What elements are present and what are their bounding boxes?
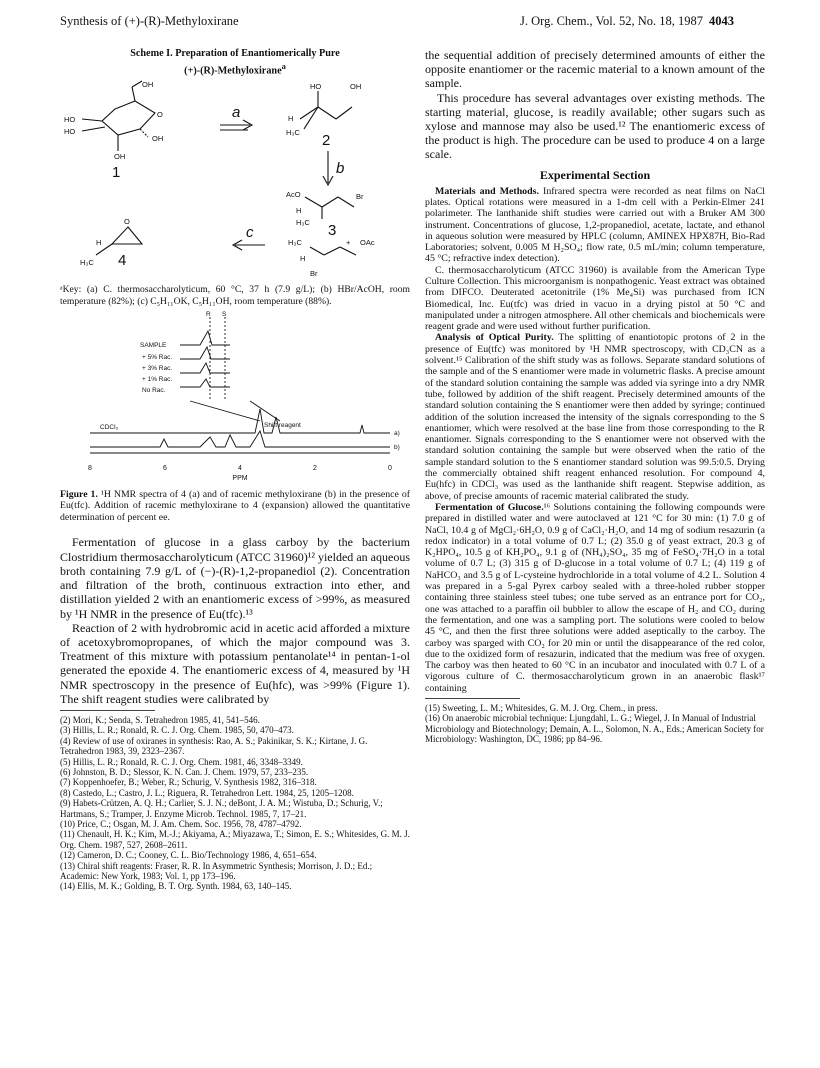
ho-label: HO [64,127,76,137]
spike-label: + 3% Rac. [142,364,173,372]
journal-citation: J. Org. Chem., Vol. 52, No. 18, 1987 [520,14,704,28]
figure1-ppm-axis [60,462,410,484]
epoxide-oxygen-label: O [124,217,130,227]
plus-label: + [346,238,351,248]
ring-oxygen-label: O [157,110,163,120]
reference: (9) Habets-Crützen, A. Q. H.; Carlier, S. J. N.; deBont, J. A. M.; Wistuba, D.; Schurig, V.; Hartmans, S.; Tramper, J. Enzyme Microb. Technol. 1985, 7, 17–21. [60,798,383,819]
run-in-heading: Materials and Methods. [435,185,539,197]
paragraph: Fermentation of glucose in a glass carboy by the bacterium Clostridium thermosaccharolyticum (ATCC 31960)¹² yielded an aqueous broth containing 7.9 g/L of (−)-(R)-1,2-propanediol (2). Concentration and filtration of the broth, continuous extraction into ether, and distillation yielded 2 with an enantiomeric excess of >99%, as measured by ¹H NMR in the presence of Eu(tfc).¹³ [60,535,410,621]
sample-label: SAMPLE [140,341,167,349]
spike-label: No Rac. [142,386,166,394]
reference: (3) Hillis, L. R.; Ronald, R. C. J. Org. Chem. 1985, 50, 470–473. [60,725,294,736]
arrow-label-c: c [246,224,254,242]
figure1-caption [60,489,410,524]
running-header-title: Synthesis of (+)-(R)-Methyloxirane [60,14,239,28]
paragraph-text: Infrared spectra were recorded as neat films on NaCl plates. Optical rotations were measured in a 1-dm cell with a Perkin-Elmer 241 polarimeter. The lanthanide shift studies were carried out with a Bruker AM 300 instrument. Concentrations of glucose, 1,2-propanediol, acetate, lactate, and ethanol in aqueous solution were measured by HPLC (column, AMINEX HPX87H, Bio-Rad Laboratories; solvent, 0.005 M H₂SO₄; flow rate, 0.5 mL/min; column temperature, 45 °C; refractive index detection). [425,185,765,265]
page-number: 4043 [709,14,735,28]
ppm-tick: 6 [163,464,167,472]
figure-label: Figure 1. [60,488,98,500]
figure1-nmr-spectra [60,309,410,457]
oh-label: OH [350,82,362,92]
scheme-key: ᵃKey: (a) C. thermosaccharolyticum, 60 °C, 37 h (7.9 g/L); (b) HBr/AcOH, room temperature (82%); (c) C₅H₁₁OK, C₅H₁₁OH, room temperature (88%). [60,284,410,307]
compound-number-2: 2 [322,132,331,150]
ppm-tick: 8 [88,464,92,472]
h3c-label: H₃C [288,238,302,248]
paragraph: This procedure has several advantages over existing methods. The starting material, glucose, is readily available; other sugars such as xylose and mannose may also be used.¹² The enantiomeric excess of the product is high. The procedure can be used to produce 4 on a large scale. [425,90,765,162]
scheme-title [60,48,410,77]
left-body-text [60,535,410,705]
h-label: H [300,254,306,264]
ppm-tick: 4 [238,464,242,472]
arrow-label-b: b [336,160,345,178]
reference: (2) Mori, K.; Senda, S. Tetrahedron 1985, 41, 541–546. [60,714,260,725]
spike-label: + 5% Rac. [142,353,173,361]
references-right [425,703,765,745]
scheme-diagram [60,79,410,279]
h3c-label: H₃C [286,128,300,138]
reference: (5) Hillis, L. R.; Ronald, R. C. J. Org. Chem. 1981, 46, 3348–3349. [60,756,303,767]
paragraph [425,502,765,694]
footnote-rule [425,698,520,699]
compound-number-4: 4 [118,252,127,270]
figure-caption-text: ¹H NMR spectra of 4 (a) and of racemic methyloxirane (b) in the presence of Eu(tfc). Addition of racemic methyloxirane to 4 (expansion) allowed the quantitative determination of percent ee. [60,488,410,523]
arrow-label-a: a [232,104,241,122]
paragraph-text: The splitting of enantiotopic protons of 2 in the presence of Eu(tfc) was monitored by ¹H NMR spectroscopy, with CD₃CN as a solvent.¹⁵ Calibration of the shift study was as follows. Separate standard solutions of the sample and of the S enantiomer were made in volumetric flasks. A precise amount of the standard solution containing the sample was added via syringe into a dry NMR tube, followed by addition of the shift reagent. Precisely determined amounts of the standard solution containing the S enantiomer were then added by syringe; continued addition of the solution increased the intensity of the signals corresponding to the S enantiomer, which were resolved at the base line from those corresponding to the R enantiomer. Signals corresponding to the S enantiomer were not observed with the standard solution containing the sample but were observed when the ratio of the sample standard solution to the S enantiomer standard solution was 99.5:0.5. Drying the commercially obtained shift reagent enhanced resolution. For compound 4, Eu(hfc) in CDCl₃ was used as the lanthanide shift reagent. Stepwise addition, as above, of precise amounts of racemic material calibrated the study. [425,332,766,502]
scheme-title-footnote-mark: a [281,61,286,71]
oh-label: OH [152,134,164,144]
scheme-title-line2: (+)-(R)-Methyloxirane [184,65,282,77]
trace-b-label: b) [394,443,400,451]
compound-number-1: 1 [112,164,121,182]
br-label: Br [356,192,364,202]
compound-number-3: 3 [328,222,337,240]
references-left [60,715,410,892]
paragraph [425,332,765,501]
experimental-text [425,186,765,694]
h-label: H [288,114,294,124]
oac-label: OAc [360,238,375,248]
run-in-heading: Analysis of Optical Purity. [435,332,554,344]
h3c-label: H₃C [80,258,94,268]
paragraph: C. thermosaccharolyticum (ATCC 31960) is available from the American Type Culture Collection. This microorganism is nonpathogenic. Yeast extract was obtained from DIFCO. Deuterated acetonitrile (1% Me₄Si) was purchased from ICN Biomedical, Inc. Eu(tfc) was dried in vacuo in a drying pistol at 50 °C and manipulated under a nitrogen atmosphere. All other chemicals and biochemicals were reagent grade and were used without further purification. [425,264,765,333]
reference: (6) Johnston, B. D.; Slessor, K. N. Can. J. Chem. 1979, 57, 233–235. [60,766,309,777]
ho-label: HO [64,115,76,125]
reference: (4) Review of use of oxiranes in synthesis: Rao, A. S.; Pakinikar, S. K.; Kirtane, J. G. Tetrahedron 1983, 39, 2323–2367. [60,735,368,757]
reference: (16) On anaerobic microbial technique: Ljungdahl, L. G.; Wiegel, J. In Manual of Industrial Microbiology and Biotechnology; Demain, A. L., Solomon, N. A., Eds.; American Society for Microbiology: Washington, DC, 1986; pp 84–96. [425,713,764,745]
h-label: H [96,238,102,248]
footnote-rule [60,710,155,711]
reference: (7) Koppenhoefer, B.; Weber, R.; Schurig, V. Synthesis 1982, 316–318. [60,777,317,788]
reference: (14) Ellis, M. K.; Golding, B. T. Org. Synth. 1984, 63, 140–145. [60,881,292,892]
ho-label: HO [310,82,322,92]
br-label: Br [310,269,318,279]
oh-label: OH [142,80,154,90]
s-label: S [222,310,227,318]
r-label: R [206,310,211,318]
reference: (15) Sweeting, L. M.; Whitesides, G. M. J. Org. Chem., in press. [425,702,658,713]
cdcl3-label: CDCl₃ [100,423,119,431]
reference: (10) Price, C.; Osgan, M. J. Am. Chem. Soc. 1956, 78, 4787–4792. [60,818,302,829]
aco-label: AcO [286,190,301,200]
right-column [425,48,765,745]
left-column [60,48,410,892]
h-label: H [296,206,302,216]
trace-a-label: a) [394,429,400,437]
paragraph-text: ¹⁶ Solutions containing the following compounds were prepared in distilled water and were autoclaved at 121 °C for 30 min: (1) 7.0 g of NaCl, 10.4 g of MgCl₂·6H₂O, 0.9 g of CaCl₂·H₂O, and 14 mg of sodium resazurin (a redox indicator) in a total volume of 0.7 L; (2) 35.0 g of yeast extract, 20.3 g of K₂HPO₄, 10.5 g of KH₂PO₄, 9.1 g of (NH₄)₂SO₄, 35 mg of FeSO₄·7H₂O in a total volume of 0.7 L; (3) 315 g of D-glucose in a total volume of 0.7 L; (4) 119 g of NaHCO₃ and 3.5 g of L-cysteine hydrochloride in a total volume of 4.2 L. Solution 4 was prepared in a 5-gal Pyrex carboy sealed with a three-holed rubber stopper containing three stainless steel tubes; one tube served as an entrance port for CO₂, one was attached to a paraffin oil bubbler to allow the escape of H₂ and CO₂ during the fermentation, and one was a sampling port. The solutions were cooled to below 45 °C, and then the first three solutions were added aseptically to the carboy. The carboy was sparged with CO₂ for 20 min or until the disappearance of the red color, due to the oxidized form of resazurin, indicated that the medium was free of oxygen. The carboy was then heated to 60 °C in an incubator and inoculated with 0.7 L of a vigorous culture of C. thermosaccharolyticum grown in an anaerobic flask¹⁷ containing [425,501,765,694]
h3c-label: H₃C [296,218,310,228]
ppm-tick: 2 [313,464,317,472]
ppm-axis-label: PPM [232,474,248,482]
section-heading: Experimental Section [539,167,651,182]
scheme-title-line1: Scheme I. Preparation of Enantiomerically Pure [130,48,340,59]
run-in-heading: Fermentation of Glucose. [435,501,544,513]
paragraph: Reaction of 2 with hydrobromic acid in acetic acid afforded a mixture of acetoxybromopropanes, of which the major compound was 3. Treatment of this mixture with potassium pentanolate¹⁴ in pentan-1-ol generated the epoxide 4. The enantiomeric excess of 4, measured by ¹H NMR spectroscopy in the presence of Eu(hfc), was >99% (Figure 1). The shift reagent studies were calibrated by [60,620,410,706]
paragraph [425,186,765,265]
reference: (8) Castedo, L.; Castro, J. L.; Riguera, R. Tetrahedron Lett. 1984, 25, 1205–1208. [60,787,354,798]
reference: (12) Cameron, D. C.; Cooney, C. L. Bio/Technology 1986, 4, 651–654. [60,850,317,861]
right-intro-text [425,48,765,162]
running-header-journal [520,14,734,29]
oh-label: OH [114,152,126,162]
paragraph: the sequential addition of precisely determined amounts of either the opposite enantiomer or the racemic material to a known amount of the sample. [425,48,765,91]
reference: (13) Chiral shift reagents: Fraser, R. R. In Asymmetric Synthesis; Morrison, J. D.; Ed.; Academic: New York, 1983; Vol. 1, pp 173–196. [60,860,373,882]
spike-label: + 1% Rac. [142,375,173,383]
reference: (11) Chenault, H. K.; Kim, M.-J.; Akiyama, A.; Miyazawa, T.; Simon, E. S.; Whitesides, G. M. J. Org. Chem. 1987, 527, 2608–2611. [60,829,410,850]
shift-reagent-label: Shift reagent [264,421,301,429]
ppm-tick: 0 [388,464,392,472]
